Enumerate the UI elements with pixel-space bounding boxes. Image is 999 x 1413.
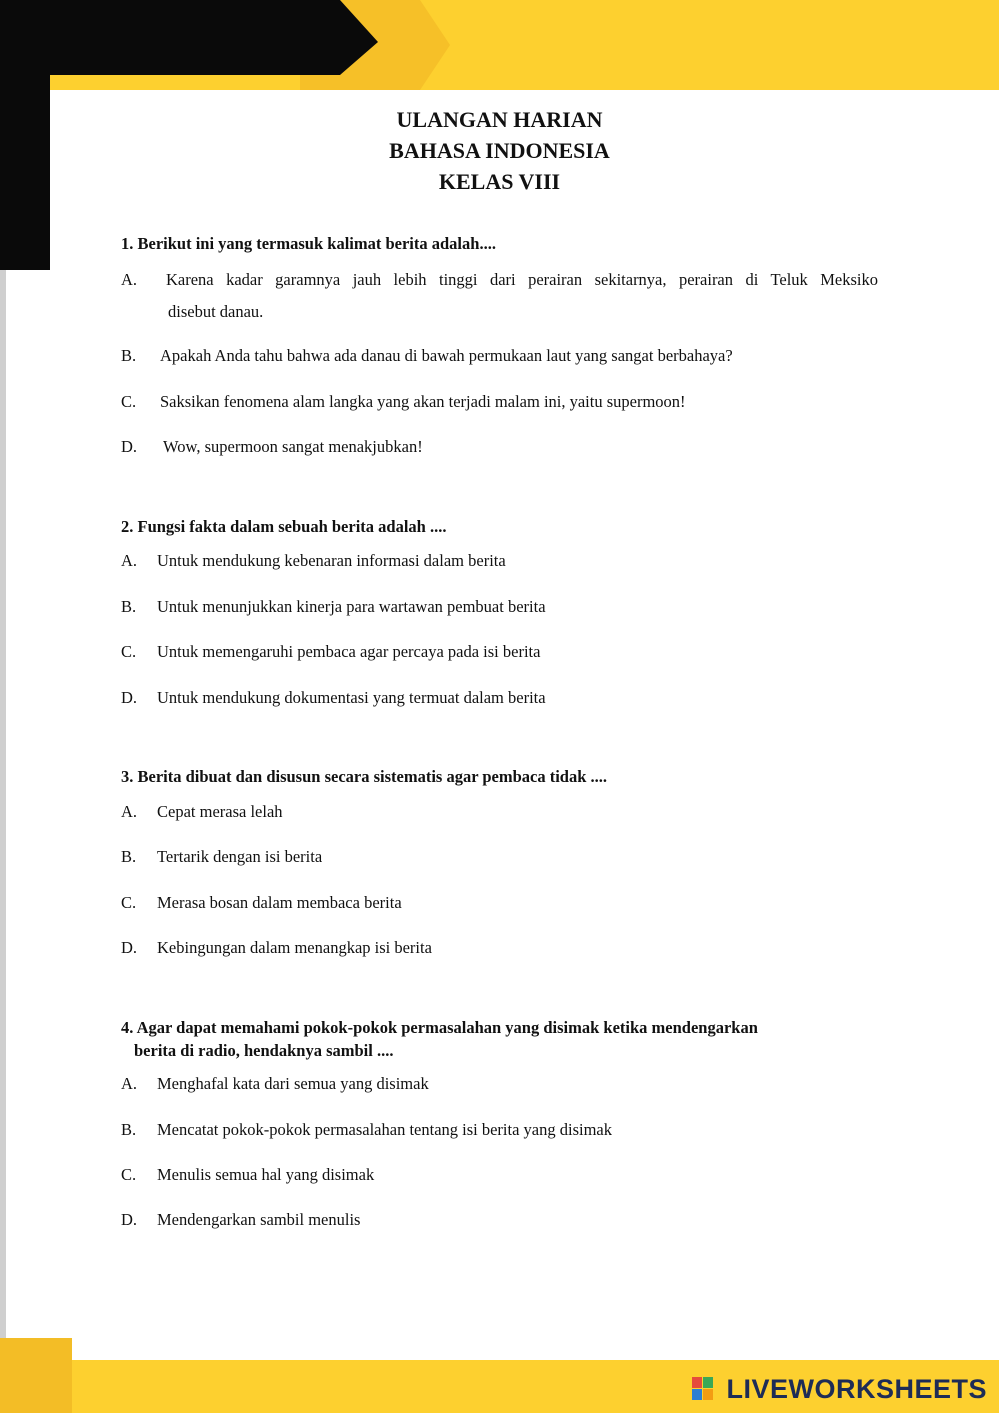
question-4-continued: berita di radio, hendaknya sambil ....	[134, 1041, 394, 1060]
question-3-option-d[interactable]	[121, 938, 432, 958]
option-text: Kebingungan dalam menangkap isi berita	[157, 938, 432, 957]
question-4-option-b[interactable]	[121, 1120, 612, 1140]
question-4-option-a[interactable]	[121, 1074, 429, 1094]
footer-corner-block	[0, 1338, 72, 1413]
question-4-option-d[interactable]	[121, 1210, 360, 1230]
question-2: 2. Fungsi fakta dalam sebuah berita adalah ....	[121, 517, 447, 536]
option-letter: D.	[121, 688, 138, 707]
option-letter: A.	[121, 270, 138, 289]
option-letter: C.	[121, 1165, 137, 1184]
question-1-option-a[interactable]	[121, 270, 878, 290]
title-line-3: KELAS VIII	[438, 169, 561, 194]
option-text: Menulis semua hal yang disimak	[157, 1165, 375, 1184]
option-text: Untuk mendukung kebenaran informasi dalam berita	[157, 551, 506, 570]
question-2-option-b[interactable]	[121, 597, 546, 617]
option-text: Tertarik dengan isi berita	[157, 847, 323, 866]
option-text: Saksikan fenomena alam langka yang akan terjadi malam ini, yaitu supermoon!	[160, 392, 686, 411]
question-3-option-a[interactable]	[121, 802, 283, 822]
question-3: 3. Berita dibuat dan disusun secara sistematis agar pembaca tidak ....	[121, 767, 608, 786]
option-text: Karena kadar garamnya jauh lebih tinggi dari perairan sekitarnya, perairan di Teluk Meksiko	[166, 270, 878, 289]
question-2-option-a[interactable]	[121, 551, 506, 571]
question-3-option-b[interactable]	[121, 847, 322, 867]
option-letter: D.	[121, 437, 138, 456]
option-text: Mencatat pokok-pokok permasalahan tentang isi berita yang disimak	[157, 1120, 612, 1139]
option-letter: B.	[121, 597, 137, 616]
question-1-option-d[interactable]	[121, 437, 423, 457]
option-letter: A.	[121, 1074, 138, 1093]
option-text: Merasa bosan dalam membaca berita	[157, 893, 402, 912]
option-text: Apakah Anda tahu bahwa ada danau di bawah permukaan laut yang sangat berbahaya?	[160, 346, 733, 365]
question-4: 4. Agar dapat memahami pokok-pokok permasalahan yang disimak ketika mendengarkan	[121, 1018, 758, 1037]
question-1-option-c[interactable]	[121, 392, 686, 412]
question-3-option-c[interactable]	[121, 893, 402, 913]
option-letter: D.	[121, 1210, 138, 1229]
option-letter: D.	[121, 938, 138, 957]
option-text: Wow, supermoon sangat menakjubkan!	[163, 437, 423, 456]
left-margin-line	[0, 270, 6, 1413]
option-letter: A.	[121, 802, 138, 821]
question-1-option-a-continued: disebut danau.	[168, 302, 264, 321]
option-text: Untuk mendukung dokumentasi yang termuat dalam berita	[157, 688, 546, 707]
liveworksheets-brand[interactable]: LIVEWORKSHEETS	[726, 1374, 987, 1404]
option-text: Mendengarkan sambil menulis	[157, 1210, 361, 1229]
page-title	[0, 104, 999, 197]
option-letter: B.	[121, 346, 137, 365]
option-letter: B.	[121, 847, 137, 866]
question-1: 1. Berikut ini yang termasuk kalimat berita adalah....	[121, 234, 496, 253]
option-text: Menghafal kata dari semua yang disimak	[157, 1074, 429, 1093]
option-letter: C.	[121, 642, 137, 661]
title-line-1: ULANGAN HARIAN	[396, 107, 603, 132]
option-text: Untuk memengaruhi pembaca agar percaya pada isi berita	[157, 642, 541, 661]
question-4-option-c[interactable]	[121, 1165, 374, 1185]
liveworksheets-logo-icon	[692, 1377, 714, 1401]
question-1-option-b[interactable]	[121, 346, 733, 366]
option-letter: B.	[121, 1120, 137, 1139]
option-text: Cepat merasa lelah	[157, 802, 283, 821]
question-2-option-d[interactable]	[121, 688, 546, 708]
option-letter: C.	[121, 392, 137, 411]
option-letter: A.	[121, 551, 138, 570]
option-letter: C.	[121, 893, 137, 912]
title-line-2: BAHASA INDONESIA	[389, 138, 610, 163]
question-2-option-c[interactable]	[121, 642, 540, 662]
option-text: Untuk menunjukkan kinerja para wartawan pembuat berita	[157, 597, 546, 616]
